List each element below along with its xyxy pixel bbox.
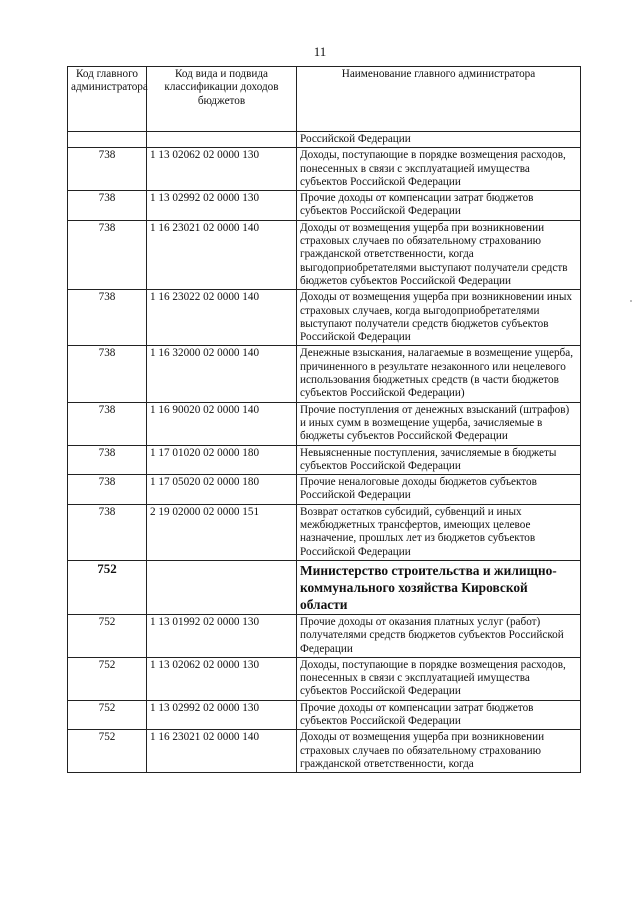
table-row	[68, 504, 581, 560]
admin-code-cell: 738	[68, 346, 147, 402]
admin-code-cell: 738	[68, 148, 147, 191]
revenue-code-cell: 1 16 90020 02 0000 140	[147, 402, 297, 445]
table-row	[68, 657, 581, 700]
scan-speck	[630, 300, 632, 302]
admin-name-cell: Доходы, поступающие в порядке возмещения расходов, понесенных в связи с эксплуатацией имущества субъектов Российской Федерации	[297, 657, 581, 700]
revenue-code-cell: 1 16 23021 02 0000 140	[147, 220, 297, 289]
revenue-code-cell: 1 13 02062 02 0000 130	[147, 657, 297, 700]
ministry-row	[68, 560, 581, 614]
revenue-code-cell: 1 16 23022 02 0000 140	[147, 290, 297, 346]
table-row	[68, 475, 581, 505]
admin-name-cell: Доходы от возмещения ущерба при возникновении страховых случаев по обязательному страхованию гражданской ответственности, когда выгодоприобретателями выступают получатели средств бюджетов субъектов Российской Федерации	[297, 220, 581, 289]
revenue-code-cell: 2 19 02000 02 0000 151	[147, 504, 297, 560]
admin-code-cell: 738	[68, 290, 147, 346]
revenue-code-cell: 1 13 02062 02 0000 130	[147, 148, 297, 191]
admin-code-cell: 738	[68, 220, 147, 289]
revenue-code-cell	[147, 132, 297, 148]
admin-code-cell: 752	[68, 560, 147, 614]
admin-name-cell: Невыясненные поступления, зачисляемые в бюджеты субъектов Российской Федерации	[297, 445, 581, 475]
table-row	[68, 220, 581, 289]
admin-name-cell: Прочие поступления от денежных взысканий (штрафов) и иных сумм в возмещение ущерба, зачисляемые в бюджеты субъектов Российской Федерации	[297, 402, 581, 445]
admin-name-cell: Возврат остатков субсидий, субвенций и иных межбюджетных трансфертов, имеющих целевое назначение, прошлых лет из бюджетов субъектов Российской Федерации	[297, 504, 581, 560]
header-revenue-code: Код вида и подвида классификации доходов бюджетов	[147, 67, 297, 132]
admin-code-cell: 738	[68, 504, 147, 560]
page-number: 11	[313, 44, 327, 59]
admin-name-cell: Денежные взыскания, налагаемые в возмещение ущерба, причиненного в результате незаконного или нецелевого использования бюджетных средств (в части бюджетов субъектов Российской Федерации)	[297, 346, 581, 402]
table-row	[68, 445, 581, 475]
table-row	[68, 402, 581, 445]
table-body	[68, 132, 581, 773]
revenue-code-cell: 1 16 32000 02 0000 140	[147, 346, 297, 402]
table-row	[68, 730, 581, 773]
admin-code-cell: 738	[68, 402, 147, 445]
revenue-admin-table	[67, 66, 581, 773]
table-row	[68, 290, 581, 346]
table-row	[68, 614, 581, 657]
revenue-code-cell: 1 13 02992 02 0000 130	[147, 191, 297, 221]
revenue-code-cell: 1 17 05020 02 0000 180	[147, 475, 297, 505]
admin-code-cell	[68, 132, 147, 148]
admin-name-cell: Прочие доходы от оказания платных услуг (работ) получателями средств бюджетов субъектов Российской Федерации	[297, 614, 581, 657]
revenue-code-cell: 1 13 01992 02 0000 130	[147, 614, 297, 657]
admin-code-cell: 738	[68, 445, 147, 475]
admin-name-cell: Доходы, поступающие в порядке возмещения расходов, понесенных в связи с эксплуатацией имущества субъектов Российской Федерации	[297, 148, 581, 191]
table-row	[68, 132, 581, 148]
admin-name-cell: Доходы от возмещения ущерба при возникновении страховых случаев по обязательному страхованию гражданской ответственности, когда	[297, 730, 581, 773]
revenue-code-cell: 1 16 23021 02 0000 140	[147, 730, 297, 773]
admin-name-cell: Прочие неналоговые доходы бюджетов субъектов Российской Федерации	[297, 475, 581, 505]
admin-code-cell: 752	[68, 614, 147, 657]
admin-code-cell: 738	[68, 475, 147, 505]
revenue-code-cell: 1 17 01020 02 0000 180	[147, 445, 297, 475]
revenue-code-cell	[147, 560, 297, 614]
admin-name-cell: Российской Федерации	[297, 132, 581, 148]
admin-code-cell: 738	[68, 191, 147, 221]
table-header-row	[68, 67, 581, 132]
admin-name-cell: Прочие доходы от компенсации затрат бюджетов субъектов Российской Федерации	[297, 700, 581, 730]
admin-name-cell: Доходы от возмещения ущерба при возникновении иных страховых случаев, когда выгодоприобретателями выступают получатели средств бюджетов субъектов Российской Федерации	[297, 290, 581, 346]
admin-code-cell: 752	[68, 657, 147, 700]
admin-code-cell: 752	[68, 730, 147, 773]
table-row	[68, 191, 581, 221]
header-admin-name: Наименование главного администратора	[297, 67, 581, 132]
revenue-code-cell: 1 13 02992 02 0000 130	[147, 700, 297, 730]
table-row	[68, 148, 581, 191]
header-admin-code: Код главного администратора	[68, 67, 147, 132]
admin-name-cell: Прочие доходы от компенсации затрат бюджетов субъектов Российской Федерации	[297, 191, 581, 221]
admin-code-cell: 752	[68, 700, 147, 730]
table-row	[68, 700, 581, 730]
table-row	[68, 346, 581, 402]
admin-name-cell: Министерство строительства и жилищно-коммунального хозяйства Кировской области	[297, 560, 581, 614]
